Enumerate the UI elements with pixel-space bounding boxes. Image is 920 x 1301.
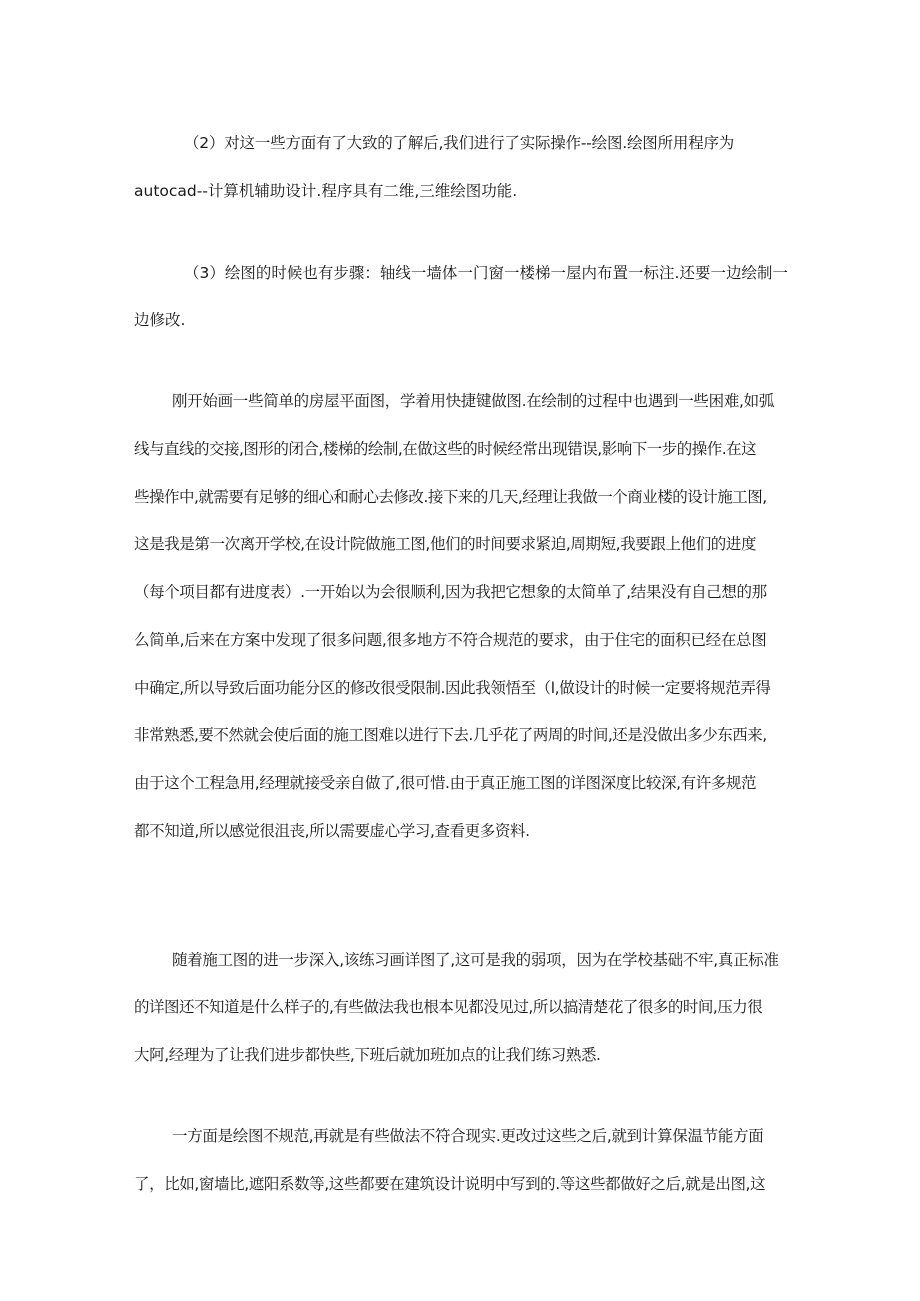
line-text: 边修改. bbox=[134, 311, 186, 329]
paragraph-line bbox=[0, 816, 920, 846]
paragraph-line bbox=[0, 128, 920, 158]
paragraph-line bbox=[0, 482, 920, 512]
line-text: 由于这个工程急用,经理就接受亲自做了,很可惜.由于真正施工图的详图深度比较深,有许多规范 bbox=[134, 774, 757, 792]
line-text: （3）绘图的时候也有步骤：轴线一墙体一门窗一楼梯一屋内布置一标注.还要一边绘制一 bbox=[184, 264, 788, 282]
paragraph-line bbox=[0, 768, 920, 798]
line-text: 刚开始画一些简单的房屋平面图，学着用快捷键做图.在绘制的过程中也遇到一些困难,如弧 bbox=[172, 392, 775, 410]
paragraph-line bbox=[0, 673, 920, 703]
paragraph-line bbox=[0, 864, 920, 894]
paragraph-line bbox=[0, 625, 920, 655]
paragraph-line bbox=[0, 386, 920, 416]
paragraph-line bbox=[0, 305, 920, 335]
line-text: 线与直线的交接,图形的闭合,楼梯的绘制,在做这些的时候经常出现错误,影响下一步的操作.在这 bbox=[134, 440, 757, 458]
line-text: autocad--计算机辅助设计.程序具有二维,三维绘图功能. bbox=[134, 182, 518, 200]
line-text: 了，比如,窗墙比,遮阳系数等,这些都要在建筑设计说明中写到的.等这些都做好之后,就是出图,这 bbox=[134, 1175, 766, 1193]
line-text: 么简单,后来在方案中发现了很多问题,很多地方不符合规范的要求，由于住宅的面积已经在总图 bbox=[134, 631, 767, 649]
paragraph-line bbox=[0, 945, 920, 975]
line-text: 一方面是绘图不规范,再就是有些做法不符合现实.更改过这些之后,就到计算保温节能方面 bbox=[172, 1127, 764, 1145]
paragraph-line bbox=[0, 434, 920, 464]
paragraph-line bbox=[0, 529, 920, 559]
line-text: 都不知道,所以感觉很沮丧,所以需要虚心学习,查看更多资料. bbox=[134, 822, 530, 840]
paragraph-line bbox=[0, 1040, 920, 1070]
line-text: 些操作中,就需要有足够的细心和耐心去修改.接下来的几天,经理让我做一个商业楼的设计施工图, bbox=[134, 488, 767, 506]
paragraph-line bbox=[0, 258, 920, 288]
line-text: 随着施工图的进一步深入,该练习画详图了,这可是我的弱项，因为在学校基础不牢,真正标准 bbox=[172, 951, 779, 969]
line-text: （2）对这一些方面有了大致的了解后,我们进行了实际操作--绘图.绘图所用程序为 bbox=[184, 134, 735, 152]
paragraph-line bbox=[0, 577, 920, 607]
paragraph-line bbox=[0, 720, 920, 750]
line-text: 中确定,所以导致后面功能分区的修改很受限制.因此我领悟至（l,做设计的时候一定要将规范弄得 bbox=[134, 679, 771, 697]
line-text: 大阿,经理为了让我们进步都快些,下班后就加班加点的让我们练习熟悉. bbox=[134, 1046, 601, 1064]
paragraph-line bbox=[0, 1121, 920, 1151]
paragraph-line bbox=[0, 1169, 920, 1199]
paragraph-line bbox=[0, 992, 920, 1022]
line-text: 非常熟悉,要不然就会使后面的施工图难以进行下去.几乎花了两周的时间,还是没做出多少东西来, bbox=[134, 726, 767, 744]
line-text: （每个项目都有进度表）.一开始以为会很顺利,因为我把它想象的太简单了,结果没有自己想的那 bbox=[134, 583, 767, 601]
paragraph-line bbox=[0, 176, 920, 206]
line-text: 这是我是第一次离开学校,在设计院做施工图,他们的时间要求紧迫,周期短,我要跟上他们的进度 bbox=[134, 535, 757, 553]
line-text: 的详图还不知道是什么样子的,有些做法我也根本见都没见过,所以搞清楚花了很多的时间,压力很 bbox=[134, 998, 763, 1016]
